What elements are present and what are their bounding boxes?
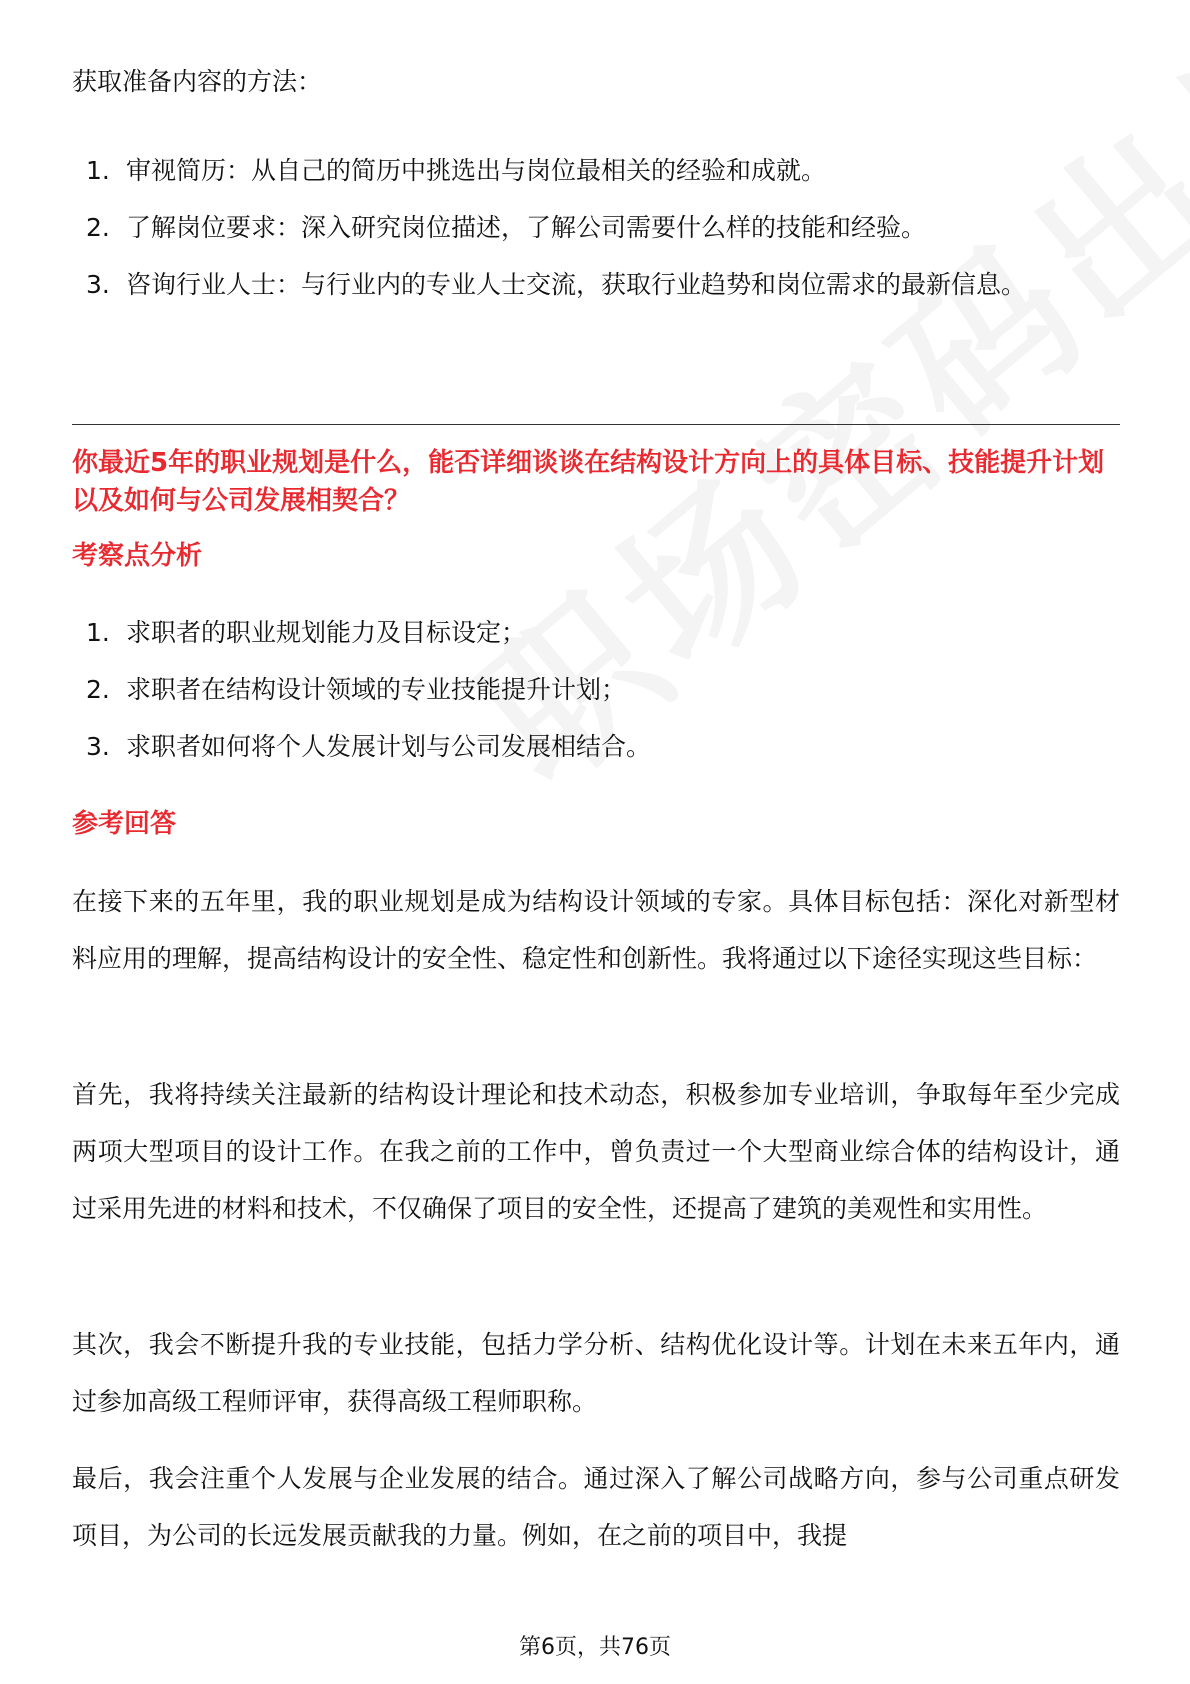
list-number: 1. <box>86 618 110 647</box>
analysis-title: 考察点分析 <box>72 541 203 571</box>
list-number: 1. <box>86 156 110 185</box>
list-item-text: 了解岗位要求：深入研究岗位描述，了解公司需要什么样的技能和经验。 <box>126 213 927 242</box>
list-item <box>72 604 1120 661</box>
analysis-list <box>72 604 1120 775</box>
list-item <box>72 256 1120 313</box>
list-item <box>72 199 1120 256</box>
answer-paragraph: 最后，我会注重个人发展与企业发展的结合。通过深入了解公司战略方向，参与公司重点研发项目，为公司的长远发展贡献我的力量。例如，在之前的项目中，我提 <box>72 1464 1120 1550</box>
list-item-text: 咨询行业人士：与行业内的专业人士交流，获取行业趋势和岗位需求的最新信息。 <box>126 270 1027 299</box>
section-divider <box>72 424 1120 425</box>
list-number: 3. <box>86 270 110 299</box>
page-number: 第6页，共76页 <box>519 1635 671 1660</box>
answer-paragraph: 首先，我将持续关注最新的结构设计理论和技术动态，积极参加专业培训，争取每年至少完成两项大型项目的设计工作。在我之前的工作中，曾负责过一个大型商业综合体的结构设计，通过采用先进的材料和技术，不仅确保了项目的安全性，还提高了建筑的美观性和实用性。 <box>72 1080 1120 1223</box>
list-item <box>72 661 1120 718</box>
list-item-text: 审视简历：从自己的简历中挑选出与岗位最相关的经验和成就。 <box>126 156 827 185</box>
list-number: 2. <box>86 213 110 242</box>
list-item-text: 求职者在结构设计领域的专业技能提升计划； <box>126 675 627 704</box>
list-number: 3. <box>86 732 110 761</box>
methods-list <box>72 142 1120 313</box>
intro-heading: 获取准备内容的方法： <box>72 67 323 96</box>
answer-title: 参考回答 <box>72 809 177 839</box>
list-number: 2. <box>86 675 110 704</box>
answer-paragraph: 在接下来的五年里，我的职业规划是成为结构设计领域的专家。具体目标包括：深化对新型材料应用的理解，提高结构设计的安全性、稳定性和创新性。我将通过以下途径实现这些目标： <box>72 887 1120 973</box>
list-item <box>72 142 1120 199</box>
list-item <box>72 718 1120 775</box>
interview-question: 你最近5年的职业规划是什么，能否详细谈谈在结构设计方向上的具体目标、技能提升计划以及如何与公司发展相契合？ <box>72 448 1105 516</box>
list-item-text: 求职者如何将个人发展计划与公司发展相结合。 <box>126 732 652 761</box>
list-item-text: 求职者的职业规划能力及目标设定； <box>126 618 527 647</box>
answer-paragraph: 其次，我会不断提升我的专业技能，包括力学分析、结构优化设计等。计划在未来五年内，通过参加高级工程师评审，获得高级工程师职称。 <box>72 1330 1120 1416</box>
